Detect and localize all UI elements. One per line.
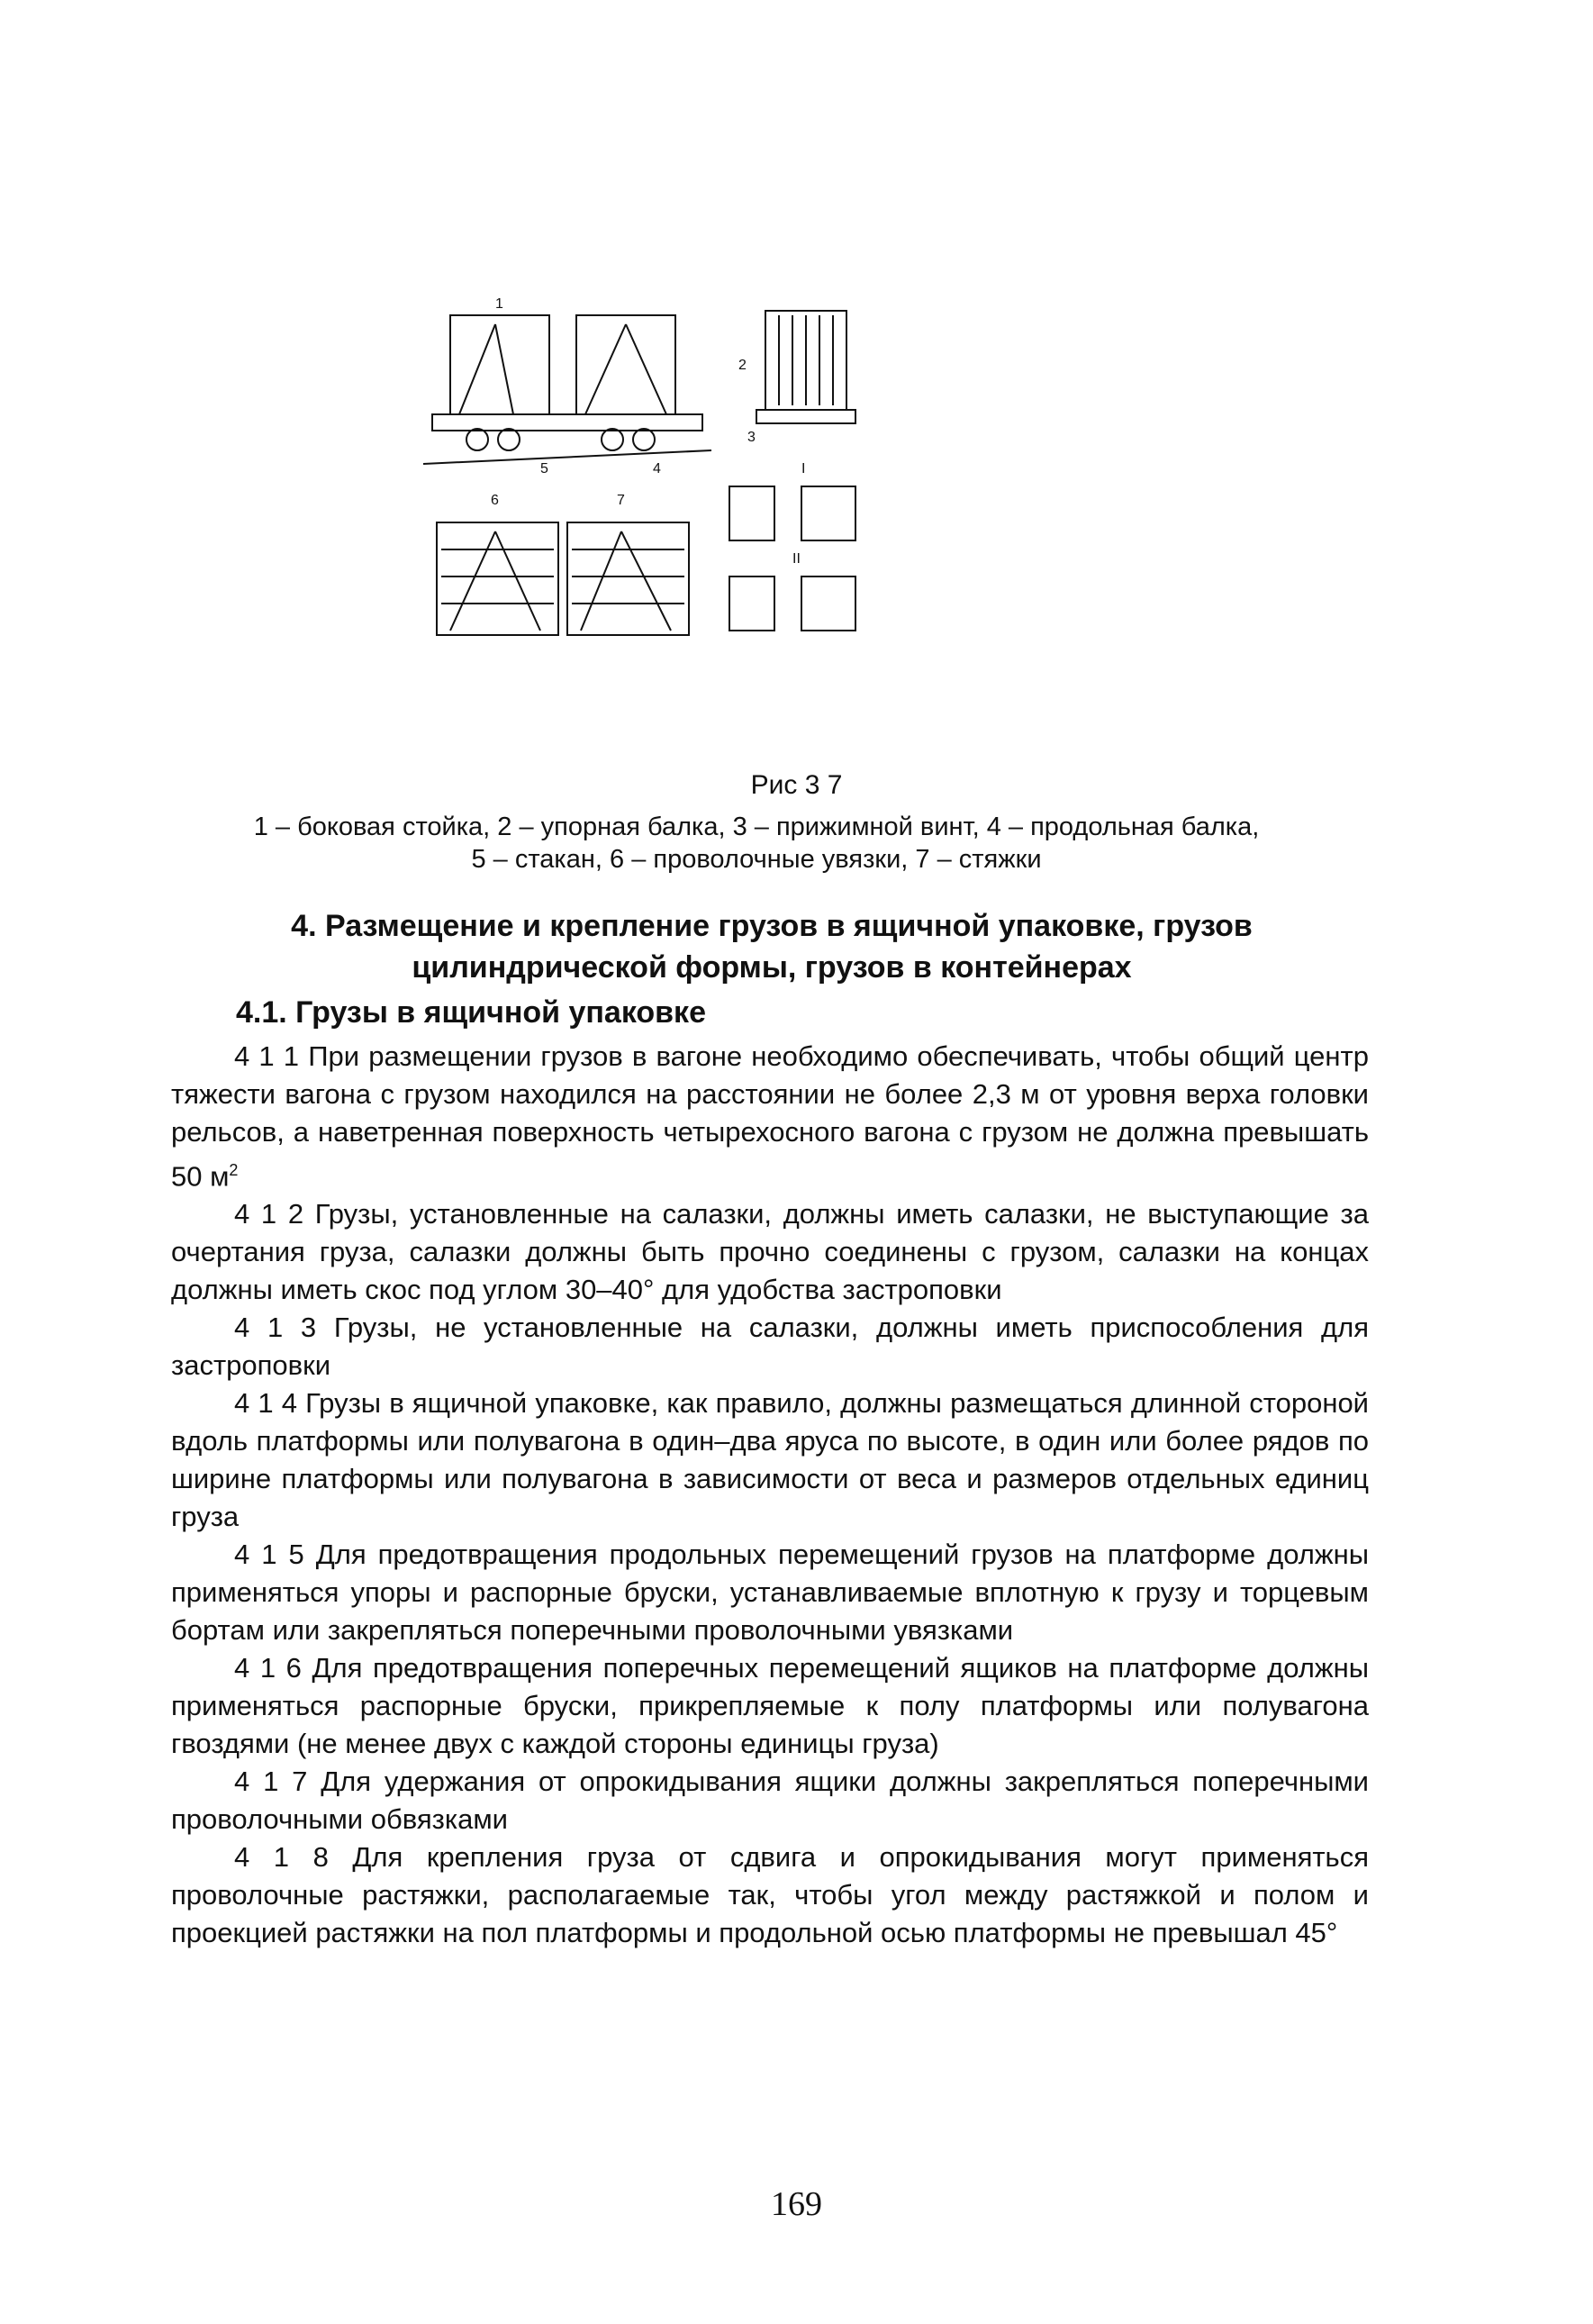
svg-text:4: 4: [653, 461, 661, 477]
svg-text:7: 7: [617, 493, 625, 508]
figure-drawing: [423, 288, 1144, 739]
subsection-title: 4.1. Грузы в ящичной упаковке: [236, 995, 706, 1030]
paragraph-4-1-7: 4 1 7 Для удержания от опрокидывания ящики должны закрепляться поперечными проволочными обвязками: [171, 1766, 1369, 1836]
svg-text:I: I: [801, 461, 806, 477]
figure-caption-line: 5 – стакан, 6 – проволочные увязки, 7 – стяжки: [471, 845, 1042, 874]
figure-caption-line: 1 – боковая стойка, 2 – упорная балка, 3 – прижимной винт, 4 – продольная балка,: [253, 812, 1260, 841]
paragraph-4-1-6: 4 1 6 Для предотвращения поперечных перемещений ящиков на платформе должны применяться распорные бруски, прикрепляемые к полу платформы или полувагона гвоздями (не менее двух с каждой стороны единицы груза): [171, 1652, 1369, 1760]
paragraph-4-1-8: 4 1 8 Для крепления груза от сдвига и опрокидывания могут применяться проволочные растяжки, располагаемые так, чтобы угол между растяжкой и полом и проекцией растяжки на пол платформы и продольной осью платформы не превышал 45°: [171, 1841, 1369, 1949]
svg-text:3: 3: [747, 430, 756, 445]
paragraph-4-1-1: 4 1 1 При размещении грузов в вагоне необходимо обеспечивать, чтобы общий центр тяжести вагона с грузом находился на расстоянии не более 2,3 м от уровня верха головки рельсов, а наветренная поверхность четырехосного вагона с грузом не должна превышать 50 $м^2$: [171, 1040, 1369, 1193]
section-title: 4. Размещение и крепление грузов в ящичной упаковке, грузов цилиндрической формы, грузов в контейнерах: [291, 909, 1253, 985]
svg-text:1: 1: [495, 296, 503, 312]
figure-number: Рис 3 7: [750, 770, 843, 800]
technical-figure: [423, 288, 1144, 739]
svg-text:II: II: [792, 551, 801, 567]
paragraph-4-1-4: 4 1 4 Грузы в ящичной упаковке, как правило, должны размещаться длинной стороной вдоль платформы или полувагона в один–два яруса по высоте, в один или более рядов по ширине платформы или полувагона в зависимости от веса и размеров отдельных единиц груза: [171, 1387, 1369, 1533]
svg-text:5: 5: [540, 461, 548, 477]
page-number: 169: [771, 2185, 822, 2223]
body-text: [171, 1038, 1369, 1952]
figure-caption: [162, 811, 1351, 876]
paragraph-4-1-2: 4 1 2 Грузы, установленные на салазки, должны иметь салазки, не выступающие за очертания груза, салазки должны быть прочно соединены с грузом, салазки на концах должны иметь скос под углом 30–40° для удобства застроповки: [171, 1198, 1369, 1306]
svg-text:6: 6: [491, 493, 499, 508]
paragraph-4-1-5: 4 1 5 Для предотвращения продольных перемещений грузов на платформе должны применяться упоры и распорные бруски, устанавливаемые вплотную к грузу и торцевым бортам или закрепляться поперечными проволочными увязками: [171, 1539, 1369, 1647]
paragraph-4-1-3: 4 1 3 Грузы, не установленные на салазки, должны иметь приспособления для застроповки: [171, 1312, 1369, 1382]
svg-text:2: 2: [738, 358, 747, 373]
